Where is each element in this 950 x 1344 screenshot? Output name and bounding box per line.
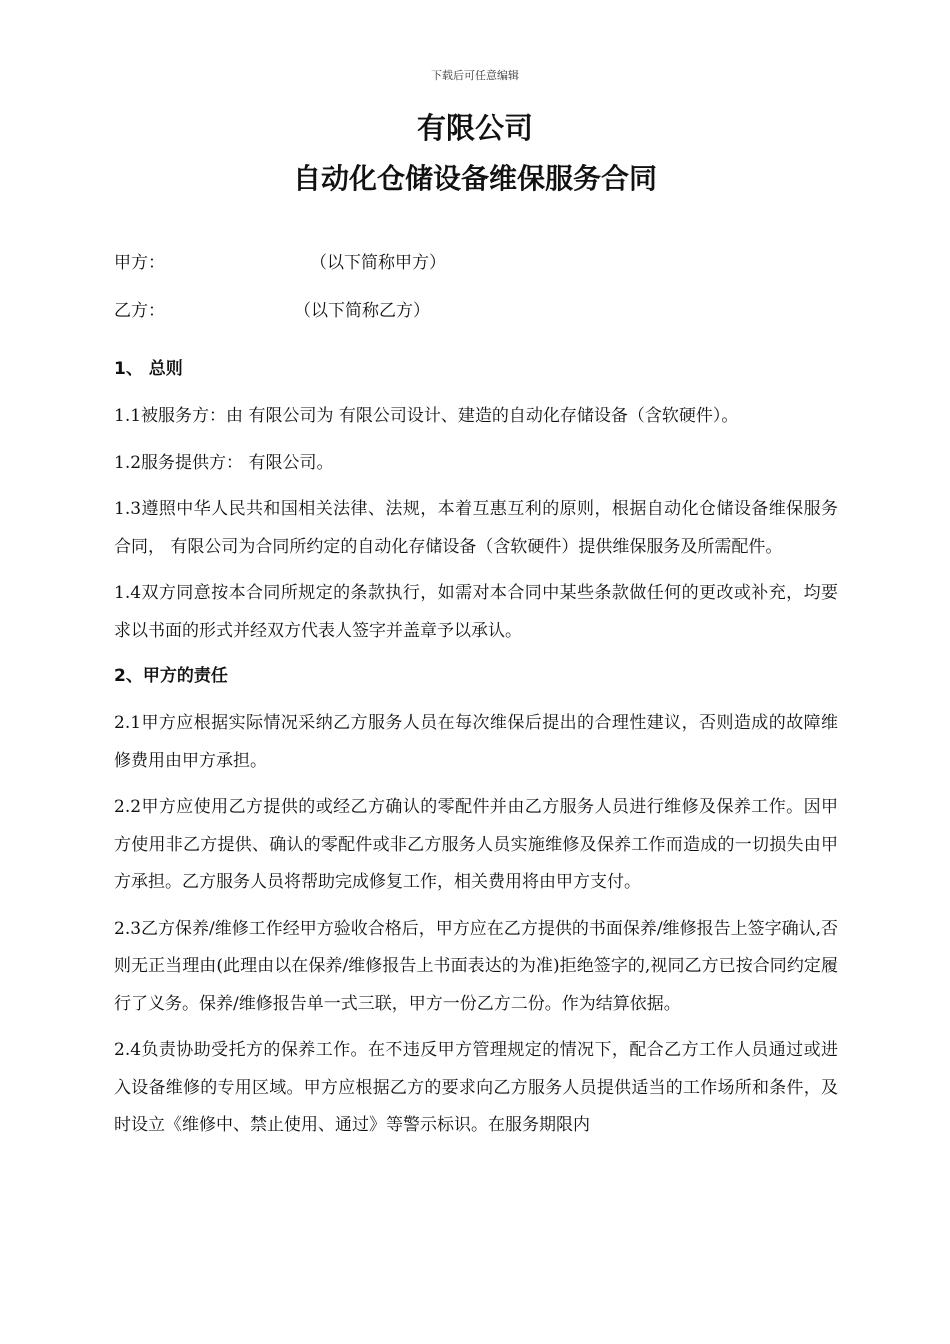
party-b-line <box>114 296 430 321</box>
party-b-label: 乙方： <box>114 301 165 321</box>
section-heading: 1、 总则 <box>114 359 183 379</box>
clause-1-3: 1.3遵照中华人民共和国相关法律、法规，本着互惠互利的原则，根据自动化仓储设备维保服务合同， 有限公司为合同所约定的自动化存储设备（含软硬件）提供维保服务及所需配件。 <box>114 499 838 557</box>
clause-2-4: 2.4负责协助受托方的保养工作。在不违反甲方管理规定的情况下，配合乙方工作人员通过或进入设备维修的专用区域。甲方应根据乙方的要求向乙方服务人员提供适当的工作场所和条件，及时设立《维修中、禁止使用、通过》等警示标识。在服务期限内 <box>114 1040 838 1135</box>
header-note: 下载后可任意编辑 <box>431 69 519 82</box>
clause-2-2: 2.2甲方应使用乙方提供的或经乙方确认的零配件并由乙方服务人员进行维修及保养工作。因甲方使用非乙方提供、确认的零配件或非乙方服务人员实施维修及保养工作而造成的一切损失由甲方承担。乙方服务人员将帮助完成修复工作，相关费用将由甲方支付。 <box>114 797 838 892</box>
party-a-label: 甲方： <box>114 253 165 273</box>
contract-title: 自动化仓储设备维保服务合同 <box>292 162 657 195</box>
section-party-a-duties <box>114 659 838 1145</box>
clause-2-1: 2.1甲方应根据实际情况采纳乙方服务人员在每次维保后提出的合理性建议，否则造成的故障维修费用由甲方承担。 <box>114 713 838 771</box>
section-heading: 2、甲方的责任 <box>114 666 228 686</box>
clause-1-2: 1.2服务提供方： 有限公司。 <box>114 452 334 473</box>
clause-2-3: 2.3乙方保养/维修工作经甲方验收合格后，甲方应在乙方提供的书面保养/维修报告上签字确认,否则无正当理由(此理由以在保养/维修报告上书面表达的为准)拒绝签字的,视同乙方已按合同约定履行了义务。保养/维修报告单一式三联，甲方一份乙方二份。作为结算依据。 <box>114 918 838 1014</box>
party-a-line <box>114 248 446 273</box>
company-title: 有限公司 <box>416 111 533 145</box>
contract-body <box>114 352 838 1154</box>
section-general <box>114 352 838 650</box>
party-b-alias: （以下简称乙方） <box>294 301 430 321</box>
clause-1-1: 1.1被服务方：由 有限公司为 有限公司设计、建造的自动化存储设备（含软硬件）。 <box>114 406 739 426</box>
party-a-alias: （以下简称甲方） <box>310 253 446 273</box>
clause-1-4: 1.4双方同意按本合同所规定的条款执行，如需对本合同中某些条款做任何的更改或补充，均要求以书面的形式并经双方代表人签字并盖章予以承认。 <box>114 583 838 641</box>
